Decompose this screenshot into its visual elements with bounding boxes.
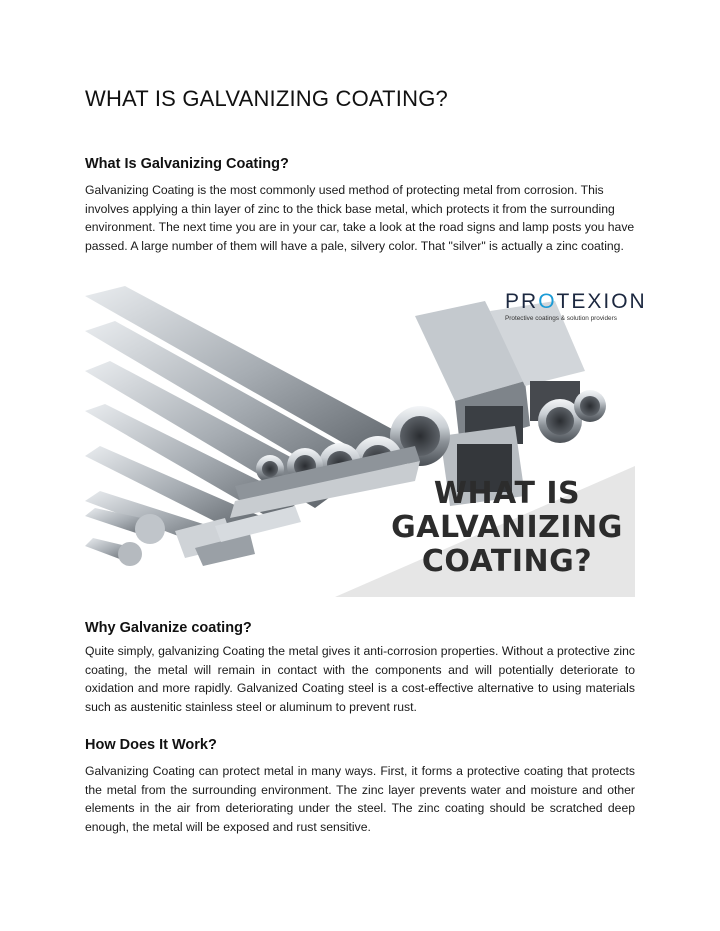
protexion-logo [505,290,647,322]
hero-title-line: WHAT IS [433,476,581,511]
brand-name-part: TEXION [556,290,647,313]
brand-wordmark [505,290,647,314]
brand-name-part: PR [505,290,539,313]
section-heading-what-is: What Is Galvanizing Coating? [85,156,289,172]
section-heading-why: Why Galvanize coating? [85,620,252,636]
section-heading-how: How Does It Work? [85,737,217,753]
section-body-why: Quite simply, galvanizing Coating the metal gives it anti-corrosion properties. Without a protective zinc coating, the metal will remain in contact with the components and will potentially deteriorate to oxidation and more rapidly. Galvanized Coating steel is a cost-effective alternative to using materials such as austenitic stainless steel or aluminum to prevent rust. [85,644,635,714]
brand-globe-letter: O [538,290,557,313]
page-title: WHAT IS GALVANIZING COATING? [85,86,448,111]
hero-title [385,477,629,579]
section-body-how: Galvanizing Coating can protect metal in many ways. First, it forms a protective coating that protects the metal from the surrounding environment. The zinc layer prevents water and moisture and other elements in the air from deteriorating under the steel. The zinc coating should be scratched deep enough, the metal will be exposed and rust sensitive. [85,764,635,834]
section-body-what-is: Galvanizing Coating is the most commonly used method of protecting metal from corrosion. This involves applying a thin layer of zinc to the thick base metal, which protects it from the surrounding environment. The next time you are in your car, take a look at the road signs and lamp posts you have passed. A large number of them will have a pale, silvery color. That "silver" is actually a zinc coating. [85,183,635,253]
hero-title-line: GALVANIZING [391,510,623,545]
brand-tagline: Protective coatings & solution providers [505,315,617,322]
hero-title-line: COATING? [421,544,593,579]
hero-image-galvanized-pipes [85,286,647,597]
